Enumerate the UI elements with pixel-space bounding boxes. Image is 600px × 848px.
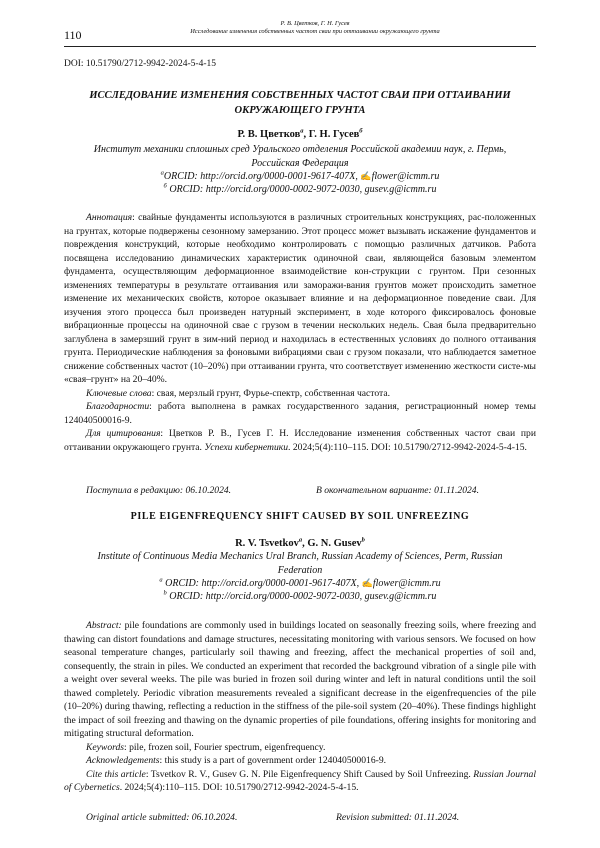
en-citation — [64, 768, 536, 795]
running-title-block — [94, 20, 536, 36]
ack-label: Acknowledgements — [86, 755, 160, 766]
keywords-label: Ключевые слова — [86, 387, 152, 399]
email-link[interactable]: flower@icmm.ru — [372, 578, 441, 589]
en-acknowledgements — [64, 754, 536, 768]
ru-abstract — [64, 211, 536, 387]
en-title: PILE EIGENFREQUENCY SHIFT CAUSED BY SOIL UNFREEZING — [130, 511, 470, 522]
page-number: 110 — [64, 28, 82, 42]
cite-text: : Tsvetkov R. V., Gusev G. N. Pile Eigenfrequency Shift Caused by Soil Unfreezing. — [145, 768, 474, 780]
author-sup: a — [298, 536, 303, 544]
orcid-mark: b — [163, 589, 167, 597]
en-abstract — [64, 619, 536, 741]
ru-affiliation — [64, 143, 536, 170]
abstract-text: pile foundations are commonly used in buildings located on seasonally freezing soils, where freezing and thawing can distort foundations and damage structures, necessitating monitoring with various sensors. We focused on how seasonal temperature changes, particularly soil thawing and freezing, affect the mechanical properties of soil and, consequently, the strain in piles. We conducted an experiment that recorded the background vibration of a single pile with a weight over several weeks. The pile was buried in frozen soil during winter and left in natural conditions until the soil thawed completely. Periodic vibration measurements revealed a significant decrease in the eigenfrequencies of the pile (10–20%) during thawing, reflecting a reduction in the stiffness of the pile-soil system (20–40%). These findings highlight the impact of soil freezing and thawing on the dynamic properties of pile foundations, offering insights for monitoring and mitigating structural deformation. — [64, 620, 536, 739]
author-name: G. N. Gusev — [307, 538, 362, 549]
ru-authors — [64, 128, 536, 142]
cite-label: Cite this article — [86, 768, 146, 780]
affiliation-line: Institute of Continuous Media Mechanics Ural Branch, Russian Academy of Sciences, Perm, Russian — [97, 551, 503, 562]
ack-label: Благодарности — [86, 401, 150, 412]
abstract-text: : свайные фундаменты используются в различных строительных конструкциях, рас-положенных на грунтах, которые подвержены сезонному замерзанию. Этот процесс может вызывать искажение фундаментов и повреждения конструкций, которые необходимо контролировать с помощью различных датчиков. Работа посвящена исследованию динамических характеристик одиночной сваи, являющейся базовым элементом фундамента, осуществляющим деформационное взаимодействие кон-струкции с грунтом. При сезонных изменениях температуры в результате оттаивания или заморажи-вания грунтов может происходить заметное изменение их механических свойств, которое оказывает влияние и на деформационное поведение сваи. Для изучения этого процесса был произведен натурный эксперимент, в ходе которого фиксировалось фоновые вибрационные процессы на одиночной свае с грузом в течении нескольких недель. Свая была предварительно заглублена в замерзший грунт в зим-ний период и находилась в естественных условиях до полного оттаивания грунта. Периодические наблюдения за фоновыми вибрациями сваи с грузом показали, что наблюдается заметное снижение собственных частот (10–20%) при оттаивании грунта, что соответствует изменению жесткости систе-мы «свая–грунт» на 20–40%. — [64, 212, 536, 385]
en-keywords — [64, 741, 536, 755]
orcid-mark: a — [159, 576, 163, 584]
en-orcid-1 — [64, 577, 536, 591]
ru-orcid-2 — [64, 183, 536, 197]
en-dates — [86, 812, 536, 823]
running-authors: Р. В. Цветков, Г. Н. Гусев — [280, 20, 350, 27]
email-link[interactable]: flower@icmm.ru — [371, 171, 440, 182]
ru-abstract-block — [64, 211, 536, 454]
doi-line[interactable]: DOI: 10.51790/2712-9942-2024-5-4-15 — [64, 59, 216, 69]
orcid-mark: а — [160, 169, 164, 177]
affiliation-line: Институт механики сплошных сред Уральского отделения Российской академии наук, г. Пермь, — [93, 144, 507, 155]
running-header — [64, 20, 536, 48]
pen-icon: ✍ — [360, 171, 372, 181]
en-affiliation — [64, 550, 536, 577]
author-sup: б — [359, 127, 363, 135]
keywords-text: : pile, frozen soil, Fourier spectrum, eigenfrequency. — [124, 741, 326, 753]
affiliation-line: Российская Федерация — [251, 157, 349, 169]
final-date: Revision submitted: 01.11.2024. — [336, 812, 460, 823]
en-orcid-2 — [64, 590, 536, 604]
orcid-text[interactable]: ORCID: http://orcid.org/0000-0001-9617-407X, — [162, 578, 362, 589]
received-date: Поступила в редакцию: 06.10.2024. — [86, 485, 232, 496]
cite-text: : Цветков Р. В., Гусев Г. Н. Исследование изменения собственных частот сваи при оттаивании окружающего грунта. — [64, 428, 536, 453]
ru-title-line: ИССЛЕДОВАНИЕ ИЗМЕНЕНИЯ СОБСТВЕННЫХ ЧАСТОТ СВАИ ПРИ ОТТАИВАНИИ — [89, 90, 511, 101]
cite-journal: Russian Journal of Cybernetics — [64, 768, 536, 793]
en-authors — [64, 537, 536, 551]
author-name: R. V. Tsvetkov — [235, 538, 299, 549]
keywords-text: : свая, мерзлый грунт, Фурье-спектр, собственная частота. — [151, 387, 390, 399]
ru-keywords — [64, 387, 536, 401]
orcid-text[interactable]: ORCID: http://orcid.org/0000-0001-9617-407X, — [163, 171, 361, 182]
cite-label: Для цитирования — [86, 428, 161, 439]
final-date: В окончательном варианте: 01.11.2024. — [316, 485, 479, 496]
orcid-text[interactable]: ORCID: http://orcid.org/0000-0002-9072-0030, gusev.g@icmm.ru — [166, 184, 437, 195]
header-rule — [64, 46, 536, 47]
pen-icon: ✍ — [361, 578, 373, 588]
ru-title — [64, 88, 536, 118]
author-sup: а — [300, 127, 304, 135]
author-separator: , — [302, 538, 308, 549]
keywords-label: Keywords — [86, 741, 125, 753]
orcid-text[interactable]: ORCID: http://orcid.org/0000-0002-9072-0030, gusev.g@icmm.ru — [166, 591, 437, 602]
cite-journal: Успехи кибернетики — [204, 441, 289, 453]
abstract-label: Abstract: — [86, 620, 122, 631]
received-date: Original article submitted: 06.10.2024. — [86, 812, 238, 823]
ru-acknowledgements — [64, 400, 536, 427]
cite-tail: . 2024;5(4):110–115. DOI: 10.51790/2712-9942-2024-5-4-15. — [288, 441, 527, 453]
ru-title-line: ОКРУЖАЮЩЕГО ГРУНТА — [234, 105, 366, 116]
author-name: Г. Н. Гусев — [308, 129, 360, 140]
ack-text: : this study is a part of government order 124040500016-9. — [159, 755, 387, 766]
author-sup: b — [361, 536, 365, 544]
author-name: Р. В. Цветков — [237, 129, 301, 140]
orcid-mark: б — [163, 182, 167, 190]
en-abstract-block — [64, 619, 536, 795]
cite-tail: . 2024;5(4):110–115. DOI: 10.51790/2712-9942-2024-5-4-15. — [119, 782, 359, 793]
ru-citation — [64, 427, 536, 454]
ru-orcid-1 — [64, 170, 536, 184]
running-title: Исследование изменения собственных частот сваи при оттаивании окружающего грунта — [190, 28, 440, 35]
affiliation-line: Federation — [277, 564, 323, 576]
abstract-label: Аннотация — [86, 212, 133, 223]
author-separator: , — [303, 129, 309, 140]
ru-dates — [86, 485, 536, 496]
ack-text: : работа выполнена в рамках государственного задания, регистрационный номер темы 124040500016-9. — [64, 401, 536, 426]
